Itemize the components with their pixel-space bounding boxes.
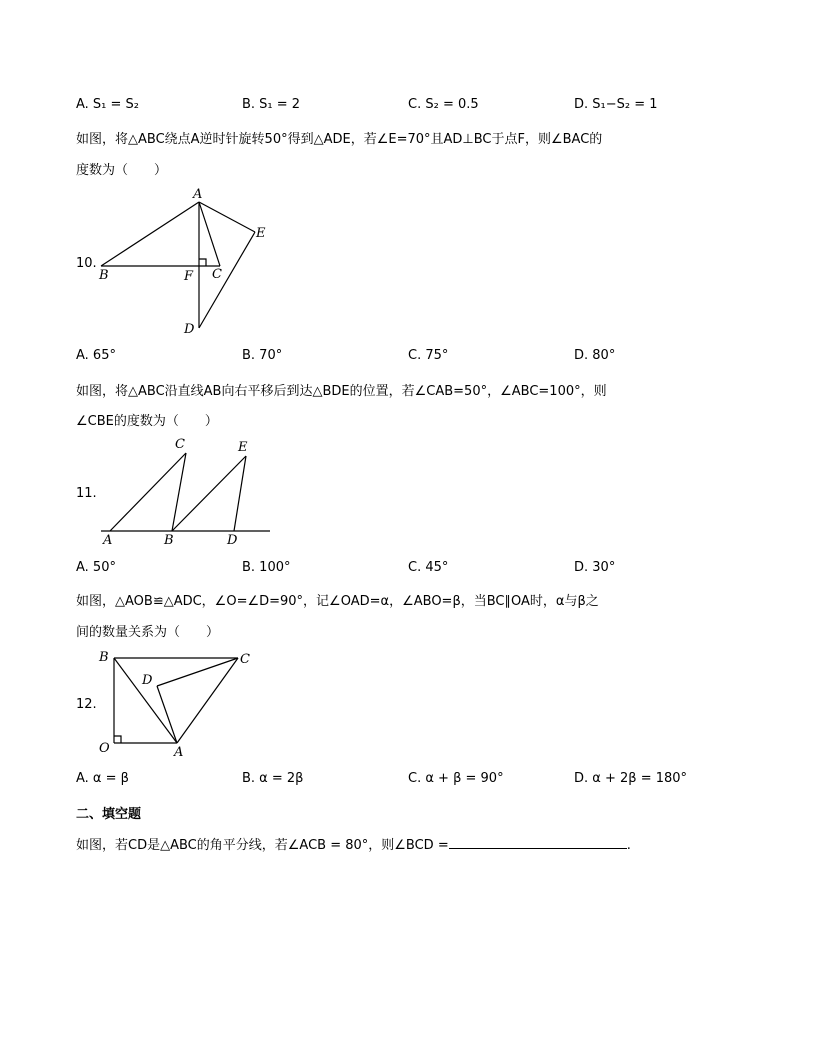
q12-edge-ba: [114, 658, 177, 743]
q11-option-d: D. 30°: [574, 560, 616, 575]
q11-stem-line2: ∠CBE的度数为（ ）: [76, 414, 218, 429]
q10-label-e: E: [256, 226, 266, 241]
q12-stem-line1: 如图，△AOB≌△ADC，∠O=∠D=90°，记∠OAD=α，∠ABO=β，当BC∥OA时，α与β之: [76, 594, 599, 609]
q12-edge-ca: [177, 658, 238, 743]
q11-option-b: B. 100°: [242, 560, 291, 575]
q11-label-b: B: [164, 533, 174, 548]
q10-number: 10.: [76, 256, 97, 271]
q12-number: 12.: [76, 697, 97, 712]
q10-stem-line2: 度数为（ ）: [76, 163, 168, 178]
q9-option-b: B. S₁ = 2: [242, 97, 301, 112]
section-title: 二、填空题: [76, 807, 142, 822]
q12-option-c: C. α + β = 90°: [408, 771, 504, 786]
q11-option-a: A. 50°: [76, 560, 116, 575]
q9-option-c: C. S₂ = 0.5: [408, 97, 479, 112]
q10-option-c: C. 75°: [408, 348, 449, 363]
q12-option-d: D. α + 2β = 180°: [574, 771, 688, 786]
q9-option-d: D. S₁−S₂ = 1: [574, 97, 658, 112]
answer-blank[interactable]: [449, 836, 627, 849]
q11-stem-line1: 如图，将△ABC沿直线AB向右平移后到达△BDE的位置，若∠CAB=50°，∠ABC=100°，则: [76, 384, 607, 399]
q11-label-c: C: [175, 437, 185, 452]
q10-stem-line1: 如图，将△ABC绕点A逆时针旋转50°得到△ADE，若∠E=70°且AD⊥BC于点F，则∠BAC的: [76, 132, 603, 147]
fill-question-end: .: [626, 838, 631, 853]
q12-label-c: C: [240, 652, 250, 667]
q10-label-f: F: [184, 269, 194, 284]
q11-label-d: D: [227, 533, 238, 548]
q12-label-o: O: [99, 741, 110, 756]
q12-stem-line2: 间的数量关系为（ ）: [76, 625, 220, 640]
q10-option-b: B. 70°: [242, 348, 283, 363]
q10-label-b: B: [99, 268, 109, 283]
fill-question: [76, 834, 631, 853]
q10-label-c: C: [212, 267, 222, 282]
q12-edge-cd: [157, 658, 238, 686]
q12-label-d: D: [142, 673, 153, 688]
q12-option-a: A. α = β: [76, 771, 129, 786]
q10-option-a: A. 65°: [76, 348, 116, 363]
q10-label-d: D: [184, 322, 195, 337]
q11-label-e: E: [238, 440, 248, 455]
q12-label-a: A: [174, 745, 184, 760]
q12-option-b: B. α = 2β: [242, 771, 304, 786]
q12-label-b: B: [99, 650, 109, 665]
q11-label-a: A: [103, 533, 113, 548]
q9-option-a: A. S₁ = S₂: [76, 97, 140, 112]
q10-label-a: A: [193, 187, 203, 202]
q12-edge-da: [157, 686, 177, 743]
q10-option-d: D. 80°: [574, 348, 616, 363]
q11-number: 11.: [76, 486, 97, 501]
fill-question-text: 如图，若CD是△ABC的角平分线，若∠ACB = 80°，则∠BCD =: [76, 838, 449, 853]
q12-right-angle-mark: [114, 736, 121, 743]
q11-option-c: C. 45°: [408, 560, 449, 575]
